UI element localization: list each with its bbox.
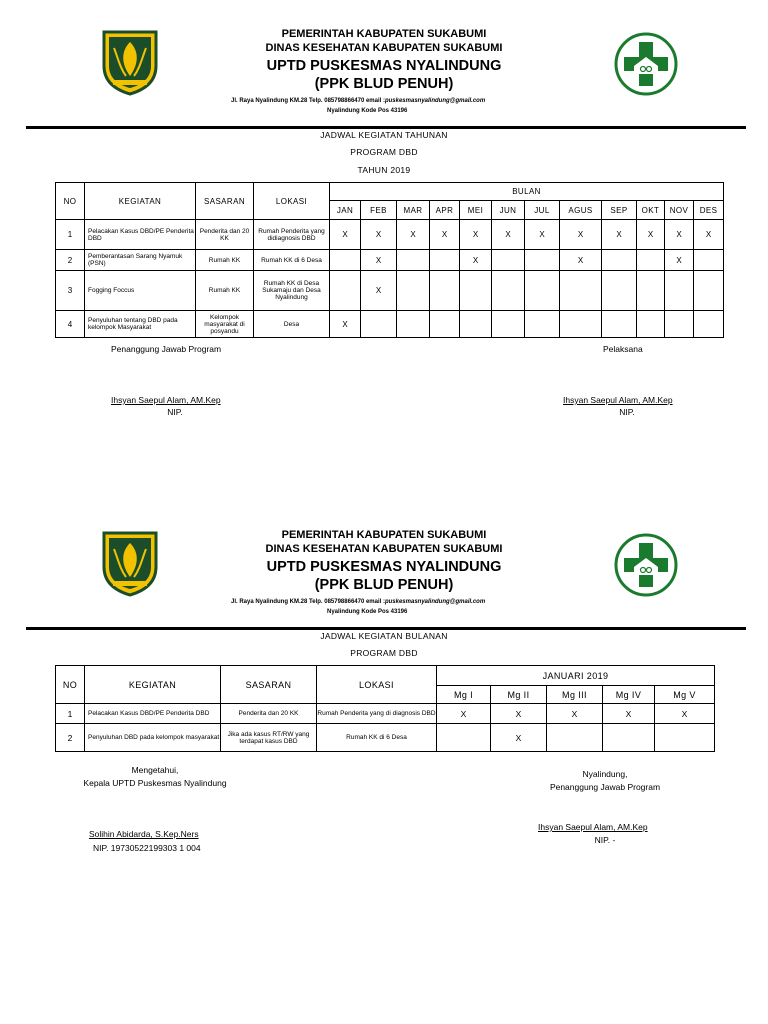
month-header: JUL: [525, 201, 560, 220]
header-line3: UPTD PUSKESMAS NYALINDUNG: [266, 559, 502, 575]
row-kegiatan: Penyuluhan tentang DBD pada kelompok Masyarakat: [85, 311, 196, 338]
doc1-sign-right-name: Ihsyan Saepul Alam, AM.Kep: [563, 395, 673, 405]
address-prefix: Jl. Raya Nyalindung KM.28 Telp. 085798866470 email :: [231, 599, 385, 605]
month-mark: [560, 271, 602, 311]
header-divider: [26, 126, 746, 129]
month-header: AGUS: [560, 201, 602, 220]
doc2-title1: JADWAL KEGIATAN BULANAN: [320, 631, 448, 641]
week-header: Mg I: [437, 686, 491, 704]
doc2-sign-left-name: Solihin Abidarda, S.Kep.Ners: [89, 829, 199, 839]
week-mark: [437, 724, 491, 752]
month-mark: [665, 311, 694, 338]
month-mark: X: [330, 220, 361, 250]
header-line4: (PPK BLUD PENUH): [314, 76, 454, 92]
row-sasaran: Penderita dan 20 KK: [221, 704, 317, 724]
week-mark: [655, 724, 715, 752]
month-mark: [397, 271, 430, 311]
week-mark: [603, 724, 655, 752]
header-line3: UPTD PUSKESMAS NYALINDUNG: [266, 58, 502, 74]
doc2-sign-right-title2: Penanggung Jawab Program: [549, 782, 661, 792]
row-lokasi: Rumah KK di 6 Desa: [317, 724, 437, 752]
col-period: JANUARI 2019: [437, 666, 715, 686]
month-mark: X: [665, 220, 694, 250]
month-mark: [460, 311, 492, 338]
month-mark: [430, 250, 460, 271]
month-mark: [525, 250, 560, 271]
col-kegiatan: KEGIATAN: [85, 666, 221, 704]
week-mark: X: [437, 704, 491, 724]
month-mark: X: [602, 220, 637, 250]
row-kegiatan: Pelacakan Kasus DBD/PE Penderita DBD: [85, 704, 221, 724]
row-sasaran: Rumah KK: [196, 271, 254, 311]
row-no: 2: [56, 250, 85, 271]
row-kegiatan: Penyuluhan DBD pada kelompok masyarakat: [85, 724, 221, 752]
month-header: OKT: [637, 201, 665, 220]
month-mark: [637, 250, 665, 271]
row-lokasi: Desa: [254, 311, 330, 338]
header-line1: PEMERINTAH KABUPATEN SUKABUMI: [281, 529, 487, 541]
month-header: FEB: [361, 201, 397, 220]
month-mark: [460, 271, 492, 311]
table-row: [56, 724, 715, 752]
doc2-sign-left-title1: Mengetahui,: [131, 765, 179, 775]
header-address2: Nyalindung Kode Pos 43196: [327, 108, 408, 114]
doc1-sign-right-nip: NIP.: [619, 407, 635, 417]
row-no: 4: [56, 311, 85, 338]
month-mark: [430, 311, 460, 338]
row-lokasi: Rumah Penderita yang di diagnosis DBD: [317, 704, 437, 724]
row-no: 1: [56, 704, 85, 724]
doc1-sign-right-title: Pelaksana: [603, 344, 643, 354]
annual-schedule-table: [55, 182, 724, 338]
month-mark: [330, 250, 361, 271]
col-bulan: BULAN: [330, 183, 724, 201]
row-lokasi: Rumah KK di Desa Sukamaju dan Desa Nyalindung: [254, 271, 330, 311]
col-lokasi: LOKASI: [317, 666, 437, 704]
doc1-title3: TAHUN 2019: [357, 165, 411, 175]
month-mark: [665, 271, 694, 311]
table-row: [56, 704, 715, 724]
month-mark: [492, 271, 525, 311]
month-mark: [525, 271, 560, 311]
doc1-sign-left-nip: NIP.: [167, 407, 183, 417]
week-mark: [547, 724, 603, 752]
month-mark: X: [560, 250, 602, 271]
month-mark: [430, 271, 460, 311]
month-mark: X: [330, 311, 361, 338]
row-kegiatan: Pemberantasan Sarang Nyamuk (PSN): [85, 250, 196, 271]
month-mark: X: [361, 271, 397, 311]
month-mark: [694, 271, 724, 311]
month-mark: [602, 250, 637, 271]
week-mark: X: [547, 704, 603, 724]
month-mark: X: [492, 220, 525, 250]
month-mark: X: [637, 220, 665, 250]
month-mark: [637, 271, 665, 311]
month-mark: [397, 311, 430, 338]
doc1-sign-left-name: Ihsyan Saepul Alam, AM.Kep: [111, 395, 221, 405]
month-header: MEI: [460, 201, 492, 220]
header-line2: DINAS KESEHATAN KABUPATEN SUKABUMI: [265, 42, 503, 54]
doc2-title2: PROGRAM DBD: [350, 648, 418, 658]
week-mark: X: [491, 724, 547, 752]
doc2-sign-right-title1: Nyalindung,: [582, 769, 628, 779]
month-mark: X: [397, 220, 430, 250]
row-no: 3: [56, 271, 85, 311]
month-mark: [602, 271, 637, 311]
month-header: APR: [430, 201, 460, 220]
month-mark: X: [361, 220, 397, 250]
row-lokasi: Rumah Penderita yang didiagnosis DBD: [254, 220, 330, 250]
month-header: DES: [694, 201, 724, 220]
month-header: NOV: [665, 201, 694, 220]
row-kegiatan: Pelacakan Kasus DBD/PE Penderita DBD: [85, 220, 196, 250]
col-lokasi: LOKASI: [254, 183, 330, 220]
doc2-sign-right-name: Ihsyan Saepul Alam, AM.Kep: [538, 822, 648, 832]
row-no: 1: [56, 220, 85, 250]
doc1-title1: JADWAL KEGIATAN TAHUNAN: [320, 130, 448, 140]
doc1-title2: PROGRAM DBD: [350, 147, 418, 157]
row-no: 2: [56, 724, 85, 752]
week-mark: X: [655, 704, 715, 724]
month-mark: [492, 311, 525, 338]
month-mark: X: [361, 250, 397, 271]
header-email: puskesmasnyalindung@gmail.com: [384, 599, 486, 605]
row-lokasi: Rumah KK di 6 Desa: [254, 250, 330, 271]
month-mark: [492, 250, 525, 271]
month-header: MAR: [397, 201, 430, 220]
month-mark: X: [665, 250, 694, 271]
month-mark: [637, 311, 665, 338]
table-row: [56, 250, 724, 271]
month-mark: [525, 311, 560, 338]
week-header: Mg V: [655, 686, 715, 704]
month-mark: X: [560, 220, 602, 250]
doc2-sign-right-nip: NIP. -: [594, 835, 616, 845]
monthly-schedule-table: [55, 665, 715, 752]
table-row: [56, 220, 724, 250]
week-header: Mg IV: [603, 686, 655, 704]
row-sasaran: Kelompok masyarakat di posyandu: [196, 311, 254, 338]
header-email: puskesmasnyalindung@gmail.com: [384, 98, 486, 104]
month-mark: [397, 250, 430, 271]
table-row: [56, 271, 724, 311]
month-header: SEP: [602, 201, 637, 220]
row-sasaran: Penderita dan 20 KK: [196, 220, 254, 250]
week-mark: X: [603, 704, 655, 724]
col-no: NO: [56, 183, 85, 220]
doc2-sign-left-nip: NIP. 19730522199303 1 004: [93, 843, 201, 853]
week-mark: X: [491, 704, 547, 724]
header-address: [231, 98, 485, 104]
month-mark: [694, 250, 724, 271]
week-header: Mg II: [491, 686, 547, 704]
month-mark: X: [525, 220, 560, 250]
header-line4: (PPK BLUD PENUH): [314, 577, 454, 593]
header-divider: [26, 627, 746, 630]
month-mark: X: [430, 220, 460, 250]
col-sasaran: SASARAN: [221, 666, 317, 704]
table-row: [56, 311, 724, 338]
header-line1: PEMERINTAH KABUPATEN SUKABUMI: [281, 28, 487, 40]
row-sasaran: Jika ada kasus RT/RW yang terdapat kasus DBD: [221, 724, 317, 752]
header-address2: Nyalindung Kode Pos 43196: [327, 609, 408, 615]
month-mark: [330, 271, 361, 311]
month-mark: [361, 311, 397, 338]
col-no: NO: [56, 666, 85, 704]
month-mark: X: [694, 220, 724, 250]
doc1-sign-left-title: Penanggung Jawab Program: [111, 344, 222, 354]
address-prefix: Jl. Raya Nyalindung KM.28 Telp. 085798866470 email :: [231, 98, 385, 104]
col-kegiatan: KEGIATAN: [85, 183, 196, 220]
month-mark: [694, 311, 724, 338]
row-sasaran: Rumah KK: [196, 250, 254, 271]
month-mark: [602, 311, 637, 338]
month-mark: X: [460, 250, 492, 271]
col-sasaran: SASARAN: [196, 183, 254, 220]
week-header: Mg III: [547, 686, 603, 704]
month-header: JUN: [492, 201, 525, 220]
month-header: JAN: [330, 201, 361, 220]
header-address: [231, 599, 485, 605]
header-line2: DINAS KESEHATAN KABUPATEN SUKABUMI: [265, 543, 503, 555]
month-mark: [560, 311, 602, 338]
month-mark: X: [460, 220, 492, 250]
row-kegiatan: Fogging Foccus: [85, 271, 196, 311]
doc2-sign-left-title2: Kepala UPTD Puskesmas Nyalindung: [83, 778, 227, 788]
